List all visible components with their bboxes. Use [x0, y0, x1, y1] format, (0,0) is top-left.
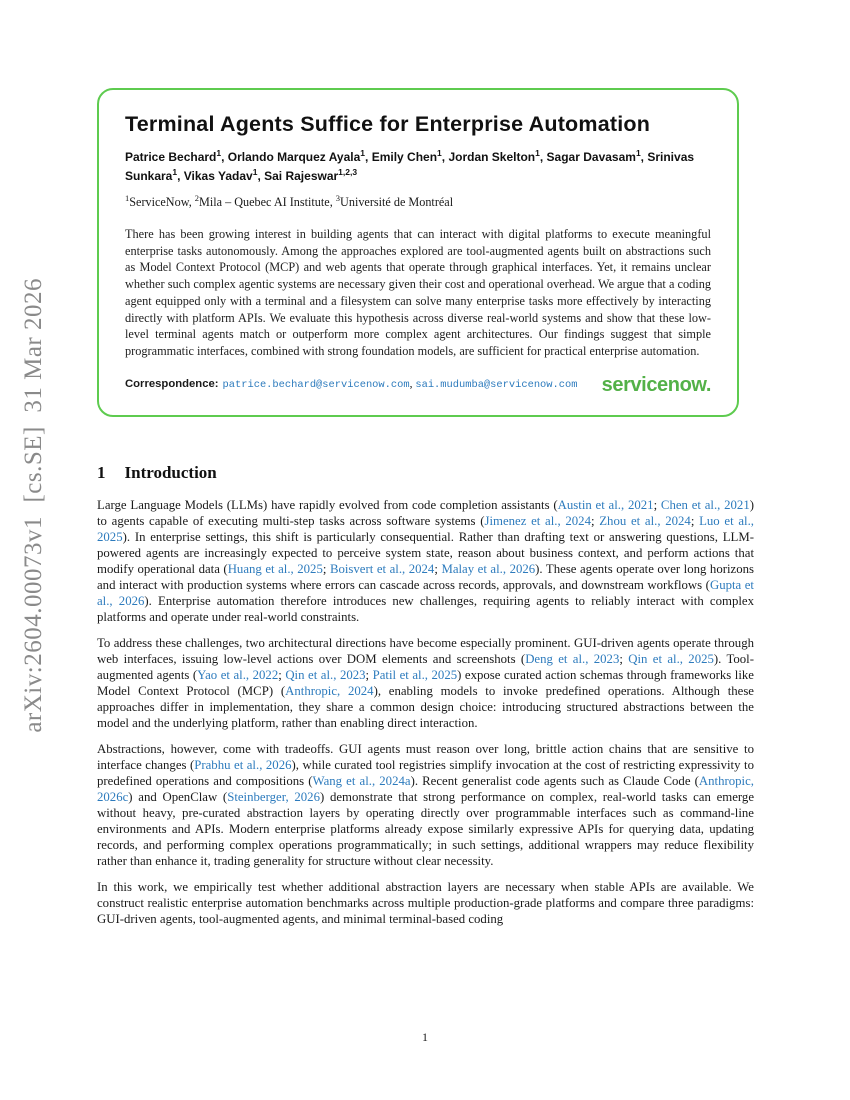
section-heading-introduction	[97, 463, 754, 483]
citation-link[interactable]: Deng et al., 2023	[525, 651, 620, 666]
citation-link[interactable]: Prabhu et al., 2026	[194, 757, 292, 772]
author: Patrice Bechard$^1$	[125, 148, 222, 164]
arxiv-watermark: arXiv:2604.00073v1 [cs.SE] 31 Mar 2026	[20, 278, 47, 733]
citation-link[interactable]: Luo et al., 2025	[97, 513, 754, 544]
citation-link[interactable]: Anthropic, 2024	[285, 683, 374, 698]
correspondence-line	[125, 376, 577, 394]
author: Vikas Yadav$^1$	[183, 167, 258, 184]
author: Sagar Davasam$^1$	[546, 148, 641, 164]
citation-link[interactable]: Huang et al., 2025	[227, 561, 323, 576]
citation-link[interactable]: Qin et al., 2023	[285, 667, 366, 682]
introduction-paragraphs	[97, 498, 754, 928]
citation-link[interactable]: Chen et al., 2021	[660, 498, 750, 512]
paragraph: To address these challenges, two architectural directions have become especially prominent. GUI-driven agents operate through web interfaces, issuing low-level actions over DOM elements and screenshots (Deng et al., 2023; Qin et al., 2025). Tool-augmented agents (Yao et al., 2022; Qin et al., 2023; Patil et al., 2025) expose curated action schemas through frameworks like Model Context Protocol (MCP) (Anthropic, 2024), enabling models to invoke predefined operations. Although these approaches differ in implementation, they share a common design choice: introducing structured abstractions between the model and the underlying platform, rather than enabling direct interaction.	[97, 635, 755, 730]
paper-title: Terminal Agents Suffice for Enterprise Automation	[125, 112, 651, 136]
author: Orlando Marquez Ayala$^1$	[227, 148, 366, 164]
correspondence-emails: patrice.bechard@servicenow.com, sai.mudumba@servicenow.com	[222, 378, 578, 392]
paragraph: Large Language Models (LLMs) have rapidly evolved from code completion assistants (Austin et al., 2021; Chen et al., 2021) to agents capable of executing multi-step tasks across software systems (Jimenez et al., 2024; Zhou et al., 2024; Luo et al., 2025). In enterprise settings, this shift is particularly consequential. Rather than drafting text or answering questions, LLM-powered agents are increasingly expected to perceive system state, reason about business context, and perform actions that modify operational data (Huang et al., 2025; Boisvert et al., 2024; Malay et al., 2026). These agents operate over long horizons and interact with production systems where errors can cascade across records, approvals, and downstream workflows (Gupta et al., 2026). Enterprise automation therefore introduces new challenges, requiring agents to reliably interact with complex platforms and operate under real-world constraints.	[97, 498, 755, 624]
citation-link[interactable]: Yao et al., 2022	[197, 667, 279, 682]
correspondence-row	[125, 374, 711, 397]
section-number: 1	[97, 463, 106, 482]
section-title: Introduction	[124, 463, 217, 482]
citation-link[interactable]: Gupta et al., 2026	[97, 577, 754, 608]
citation-link[interactable]: Patil et al., 2025	[372, 667, 458, 682]
author: Emily Chen$^1$	[371, 148, 442, 164]
correspondence-email[interactable]: sai.mudumba@servicenow.com	[415, 379, 578, 392]
affiliation: $^3$Université de Montréal	[335, 192, 454, 209]
correspondence-label: Correspondence:	[125, 378, 219, 391]
correspondence-email[interactable]: patrice.bechard@servicenow.com	[222, 379, 410, 392]
citation-link[interactable]: Boisvert et al., 2024	[329, 561, 435, 576]
affiliation: $^2$Mila – Quebec AI Institute	[194, 192, 330, 209]
author: Sai Rajeswar$^{1,2,3}$	[264, 167, 358, 184]
servicenow-logo: servicenow.	[601, 373, 711, 396]
citation-link[interactable]: Malay et al., 2026	[441, 561, 536, 576]
author: Jordan Skelton$^1$	[448, 148, 540, 164]
citation-link[interactable]: Wang et al., 2024a	[312, 773, 411, 788]
main-content	[97, 463, 754, 938]
citation-link[interactable]: Qin et al., 2025	[628, 651, 714, 666]
citation-link[interactable]: Zhou et al., 2024	[599, 513, 691, 528]
author: Srinivas Sunkara$^1$	[125, 150, 695, 184]
citation-link[interactable]: Anthropic, 2026c	[97, 773, 754, 804]
citation-link[interactable]: Austin et al., 2021	[557, 498, 654, 512]
author-list: Patrice Bechard$^1$, Orlando Marquez Ayala$^1$, Emily Chen$^1$, Jordan Skelton$^1$, Sagar Davasam$^1$, Srinivas Sunkara$^1$, Vikas Yadav$^1$, Sai Rajeswar$^{1,2,3}$	[125, 148, 695, 184]
paragraph: Abstractions, however, come with tradeoffs. GUI agents must reason over long, brittle action chains that are sensitive to interface changes (Prabhu et al., 2026), while curated tool registries simplify invocation at the cost of restricting expressivity to predefined operations and compositions (Wang et al., 2024a). Recent generalist code agents such as Claude Code (Anthropic, 2026c) and OpenClaw (Steinberger, 2026) demonstrate that strong performance on complex, real-world tasks can emerge without heavy, pre-curated abstraction layers by operating directly over programmable interfaces such as command-line environments and APIs. Modern enterprise platforms already expose similarly expressive APIs for querying data, updating records, and performing complex operations programmatically; in such settings, additional wrappers may reduce flexibility rather than enhance it, trading generality for structure without clear necessity.	[97, 741, 755, 868]
abstract-text: There has been growing interest in building agents that can interact with digital platforms to execute meaningful enterprise tasks autonomously. Among the approaches explored are tool-augmented agents built on abstractions such as Model Context Protocol (MCP) and web agents that operate through graphical interfaces. Yet, it remains unclear whether such complex agentic systems are necessary given their cost and operational overhead. We argue that a coding agent equipped only with a terminal and a filesystem can solve many enterprise tasks more effectively by interacting directly with platform APIs. We evaluate this hypothesis across diverse real-world systems and show that these low-level terminal agents match or outperform more complex agent architectures. Our findings suggest that simple programmatic interfaces, combined with strong foundation models, are sufficient for practical enterprise automation.	[125, 226, 711, 358]
affiliation: $^1$ServiceNow	[125, 192, 189, 209]
citation-link[interactable]: Jimenez et al., 2024	[484, 513, 591, 528]
paper-header-box	[97, 88, 739, 417]
paragraph: In this work, we empirically test whether additional abstraction layers are necessary when stable APIs are available. We construct realistic enterprise automation benchmarks across multiple production-grade platforms and compare three paradigms: GUI-driven agents, tool-augmented agents, and minimal terminal-based coding	[97, 879, 754, 926]
page-number: 1	[422, 1030, 428, 1044]
citation-link[interactable]: Steinberger, 2026	[227, 789, 320, 804]
affiliation-list: $^1$ServiceNow, $^2$Mila – Quebec AI Institute, $^3$Université de Montréal	[125, 192, 454, 209]
